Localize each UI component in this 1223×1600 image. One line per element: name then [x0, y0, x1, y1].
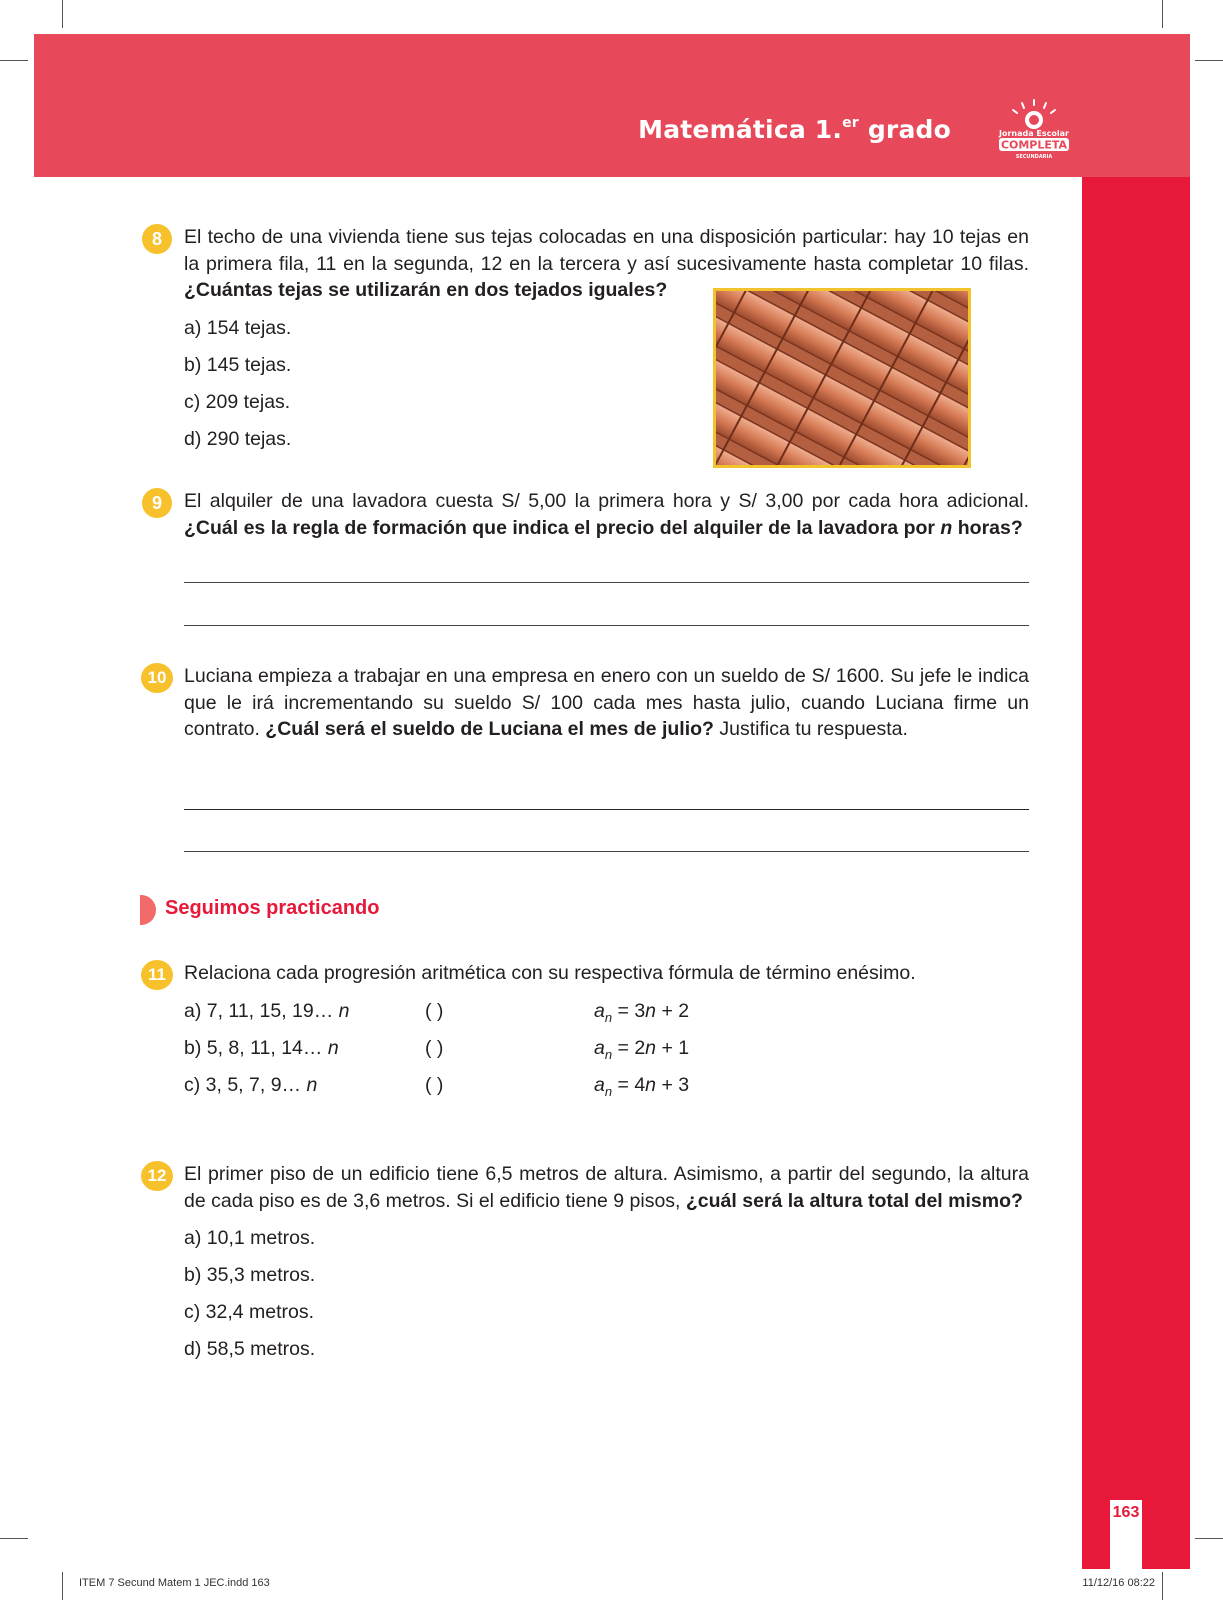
q12-option-a: a) 10,1 metros.	[184, 1227, 316, 1249]
answer-line[interactable]	[184, 582, 1029, 583]
question-9-text: El alquiler de una lavadora cuesta S/ 5,00 la primera hora y S/ 3,00 por cada hora adicional. ¿Cuál es la regla de formación que indica el precio del alquiler de la lavadora por n horas?	[184, 490, 1029, 539]
crop-mark	[1162, 0, 1163, 28]
q11-formula-3: $a_n = 4n + 3$	[594, 1074, 690, 1099]
q11-formula-2: $a_n = 2n + 1$	[594, 1037, 690, 1062]
page-number: 163	[1112, 1504, 1140, 1521]
question-badge-8: 8	[142, 224, 172, 254]
svg-text:SECUNDARIA: SECUNDARIA	[1015, 154, 1053, 160]
svg-text:COMPLETA: COMPLETA	[1000, 138, 1068, 152]
question-badge-12: 12	[141, 1161, 173, 1191]
q8-option-c: c) 209 tejas.	[184, 391, 291, 413]
page-title: Matemática 1.$^{er}$ grado	[638, 115, 951, 144]
crop-mark	[62, 0, 63, 28]
question-10-text: Luciana empieza a trabajar en una empresa en enero con un sueldo de S/ 1600. Su jefe le indica que le irá incrementando su sueldo S/ 100 cada mes hasta julio, cuando Luciana firme un contrato. ¿Cuál será el sueldo de Luciana el mes de julio? Justifica tu respuesta.	[184, 665, 1029, 740]
crop-mark	[1195, 60, 1223, 61]
question-badge-10: 10	[141, 663, 173, 693]
footer-file-info: ITEM 7 Secund Matem 1 JEC.indd 163	[79, 1577, 270, 1589]
side-color-strip	[1082, 177, 1190, 1569]
answer-line[interactable]	[184, 809, 1029, 810]
q12-option-c: c) 32,4 metros.	[184, 1301, 315, 1323]
footer-timestamp: 11/12/16 08:22	[1082, 1577, 1155, 1589]
question-badge-11: 11	[141, 960, 173, 990]
roof-tiles-photo	[713, 288, 971, 468]
section-marker	[140, 895, 156, 925]
jornada-escolar-completa-logo	[993, 98, 1075, 160]
answer-line[interactable]	[184, 625, 1029, 626]
q8-option-d: d) 290 tejas.	[184, 428, 292, 450]
crop-mark	[1162, 1572, 1163, 1600]
q11-answer-box-b[interactable]: ( )	[425, 1037, 444, 1059]
crop-mark	[0, 60, 28, 61]
q11-sequence-c: c) 3, 5, 7, 9… n	[184, 1074, 318, 1096]
crop-mark	[0, 1538, 28, 1539]
question-badge-9: 9	[142, 488, 172, 518]
q8-option-a: a) 154 tejas.	[184, 317, 292, 339]
crop-mark	[62, 1572, 63, 1600]
svg-text:Jornada Escolar: Jornada Escolar	[999, 129, 1069, 138]
question-12-text: El primer piso de un edificio tiene 6,5 metros de altura. Asimismo, a partir del segundo, la altura de cada piso es de 3,6 metros. Si el edificio tiene 9 pisos, ¿cuál será la altura total del mismo?	[184, 1163, 1029, 1212]
q12-option-b: b) 35,3 metros.	[184, 1264, 316, 1286]
q11-sequence-a: a) 7, 11, 15, 19… n	[184, 1000, 350, 1022]
q11-formula-1: $a_n = 3n + 2$	[594, 1000, 690, 1025]
q11-answer-box-c[interactable]: ( )	[425, 1074, 444, 1096]
crop-mark	[1195, 1538, 1223, 1539]
question-8-text: El techo de una vivienda tiene sus tejas colocadas en una disposición particular: hay 10 tejas en la primera fila, 11 en la segunda, 12 en la tercera y así sucesivamente hasta completar 10 filas. ¿Cuántas tejas se utilizarán en dos tejados iguales?	[184, 226, 1029, 301]
question-11-text: Relaciona cada progresión aritmética con su respectiva fórmula de término enésimo.	[184, 962, 916, 984]
section-title: Seguimos practicando	[165, 897, 380, 919]
q11-answer-box-a[interactable]: ( )	[425, 1000, 444, 1022]
answer-line[interactable]	[184, 851, 1029, 852]
q12-option-d: d) 58,5 metros.	[184, 1338, 316, 1360]
q8-option-b: b) 145 tejas.	[184, 354, 292, 376]
q11-sequence-b: b) 5, 8, 11, 14… n	[184, 1037, 339, 1059]
